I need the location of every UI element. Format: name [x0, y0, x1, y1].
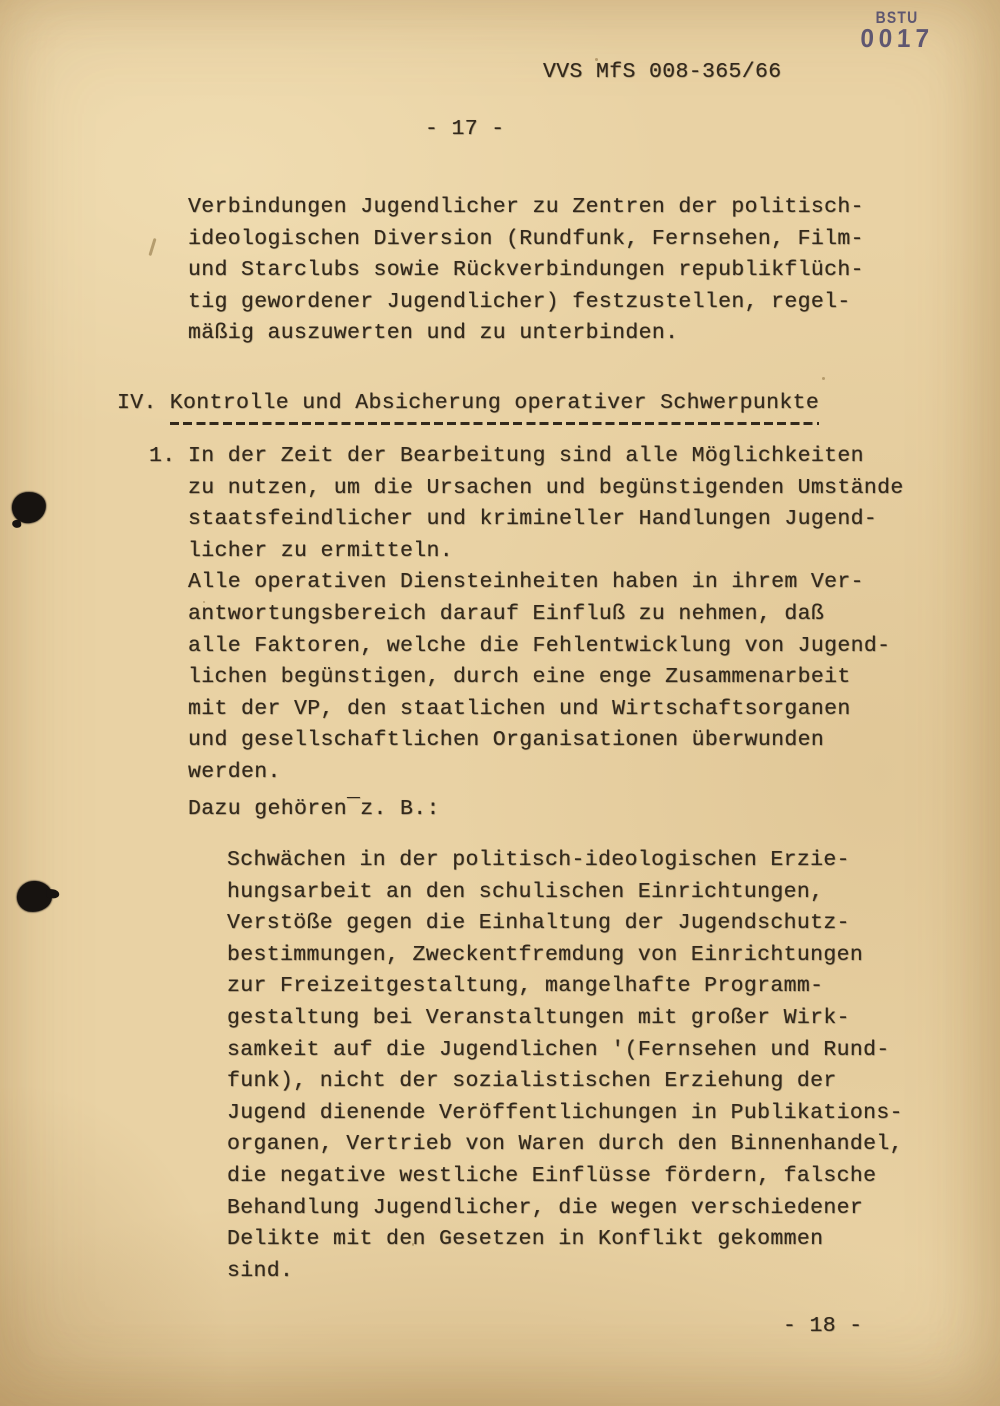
paper-speck — [203, 601, 205, 603]
paper-speck — [412, 1243, 414, 1246]
text-line: Schwächen in der politisch-ideologischen Erzie- — [227, 848, 850, 872]
examples-block — [227, 845, 903, 1287]
text-line: staatsfeindlicher und krimineller Handlungen Jugend- — [188, 507, 878, 532]
ink-blot-top — [10, 490, 48, 525]
item-number: 1. — [149, 444, 176, 468]
text-line: organen, Vertrieb von Waren durch den Binnenhandel, — [227, 1132, 903, 1157]
bstu-archive-stamp — [849, 8, 945, 53]
text-line: und gesellschaftlichen Organisationen überwunden — [188, 728, 825, 753]
text-line: samkeit auf die Jugendlichen '(Fernsehen und Rund- — [227, 1037, 890, 1062]
text-line: Alle operativen Diensteinheiten haben in ihrem Ver- — [188, 570, 864, 595]
text-line: ideologischen Diversion (Rundfunk, Fernsehen, Film- — [188, 226, 864, 251]
text-line: Jugend dienende Veröffentlichungen in Publikations- — [227, 1100, 903, 1125]
text-line: werden. — [188, 759, 281, 784]
intro-paragraph — [188, 192, 864, 350]
item-text — [188, 441, 904, 789]
paper-speck — [595, 58, 598, 61]
text-line: die negative westliche Einflüsse fördern, falsche — [227, 1163, 877, 1188]
text-line: Verstöße gegen die Einhaltung der Jugendschutz- — [227, 911, 850, 936]
text-line: licher zu ermitteln. — [188, 538, 454, 563]
text-line: alle Faktoren, welche die Fehlentwicklung von Jugend- — [188, 633, 891, 658]
paper-speck — [822, 377, 825, 380]
text-line: und Starclubs sowie Rückverbindungen republikflüch- — [188, 258, 864, 283]
text-line: mäßig auszuwerten und zu unterbinden. — [188, 321, 679, 346]
text-line: bestimmungen, Zweckentfremdung von Einrichtungen — [227, 942, 864, 967]
stamp-text: BSTU — [875, 8, 919, 27]
ink-blot-bottom — [16, 880, 53, 913]
document-reference: VVS MfS 008-365/66 — [543, 60, 782, 84]
text-line: zu nutzen, um die Ursachen und begünstigenden Umstände — [188, 475, 904, 500]
examples-intro-line: Dazu gehören¯z. B.: — [188, 797, 440, 821]
text-line: tig gewordener Jugendlicher) festzustellen, regel- — [188, 289, 851, 314]
text-line: sind. — [227, 1258, 294, 1283]
text-line: hungsarbeit an den schulischen Einrichtungen, — [227, 879, 824, 904]
text-line: Verbindungen Jugendlicher zu Zentren der politisch- — [188, 195, 864, 219]
section-heading — [117, 388, 819, 425]
text-line: antwortungsbereich darauf Einfluß zu nehmen, daß — [188, 601, 825, 626]
text-line: gestaltung bei Veranstaltungen mit großer Wirk- — [227, 1005, 850, 1030]
text-line: lichen begünstigen, durch eine enge Zusammenarbeit — [188, 665, 851, 690]
page-number-next: - 18 - — [783, 1314, 863, 1338]
page-number-top: - 17 - — [425, 117, 505, 141]
text-line: zur Freizeitgestaltung, mangelhafte Programm- — [227, 974, 824, 999]
text-line: Behandlung Jugendlicher, die wegen verschiedener — [227, 1195, 864, 1220]
stamp-page-number: 0017 — [859, 23, 935, 53]
pencil-tick-mark — [148, 238, 156, 256]
text-line: In der Zeit der Bearbeitung sind alle Möglichkeiten — [188, 444, 864, 468]
numbered-item-1 — [149, 441, 904, 789]
section-title: Kontrolle und Absicherung operativer Schwerpunkte — [170, 388, 819, 425]
section-numeral: IV. — [117, 391, 157, 415]
text-line: mit der VP, den staatlichen und Wirtschaftsorganen — [188, 696, 851, 721]
text-line: Delikte mit den Gesetzen in Konflikt gekommen — [227, 1227, 824, 1252]
text-line: funk), nicht der sozialistischen Erziehung der — [227, 1069, 837, 1094]
